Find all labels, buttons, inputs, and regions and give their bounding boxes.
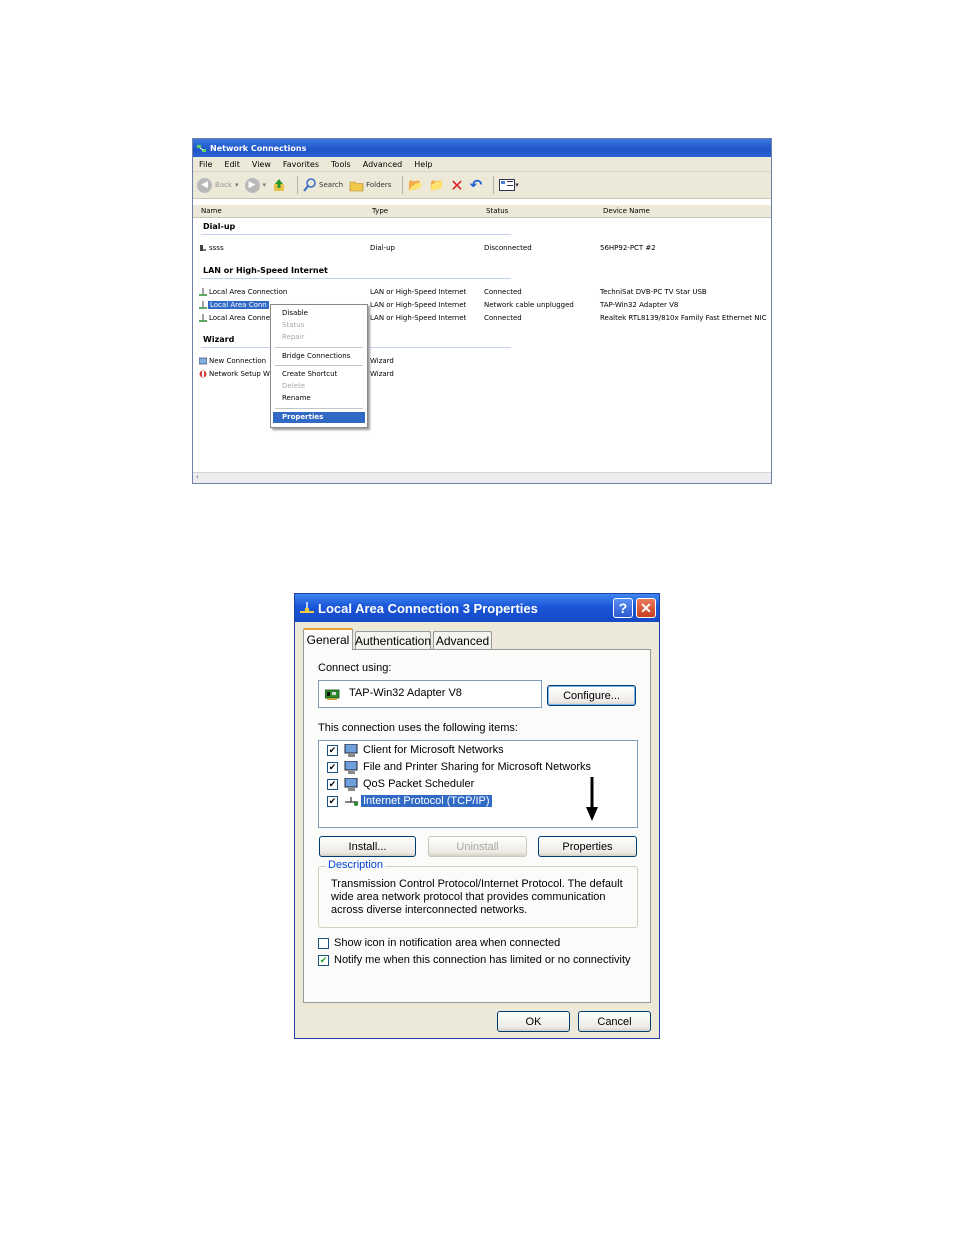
row-status: Disconnected: [484, 244, 532, 252]
row-name: Local Area Conn: [210, 301, 267, 309]
context-menu: [270, 304, 368, 428]
adapter-field: [318, 680, 542, 708]
network-setup-icon: [199, 370, 207, 378]
network-connections-icon: [197, 144, 206, 153]
computer-icon: [344, 744, 359, 758]
row-name: Local Area Conne: [209, 314, 271, 322]
network-connections-window: [192, 138, 772, 484]
lan-row[interactable]: [193, 287, 771, 298]
uninstall-button: Uninstall: [428, 836, 527, 857]
group-wizard: Wizard: [203, 335, 235, 344]
tab-authentication[interactable]: Authentication: [355, 631, 431, 649]
menu-item-delete: Delete: [282, 382, 305, 390]
item-label: File and Printer Sharing for Microsoft Networks: [363, 761, 592, 773]
computer-icon: [344, 761, 359, 775]
properties-dialog: [294, 593, 660, 1039]
down-arrow-icon: [586, 777, 598, 821]
item-label: Client for Microsoft Networks: [363, 744, 504, 756]
back-button[interactable]: [197, 178, 239, 193]
menu-advanced[interactable]: Advanced: [362, 159, 403, 169]
forward-button[interactable]: [245, 178, 267, 193]
network-connection-icon: [300, 602, 314, 614]
notify-checkbox[interactable]: [318, 955, 329, 966]
delete-x-icon: ✕: [450, 175, 464, 195]
close-icon: ✕: [640, 599, 652, 616]
row-type: Wizard: [370, 357, 394, 365]
menu-item-disable[interactable]: Disable: [282, 309, 308, 317]
row-device: TechniSat DVB-PC TV Star USB: [600, 288, 707, 296]
show-icon-label: Show icon in notification area when connected: [334, 937, 561, 949]
network-protocol-icon: [344, 795, 359, 809]
help-icon: ?: [618, 600, 628, 616]
description-legend: Description: [328, 859, 384, 871]
toolbar-separator: [402, 176, 403, 194]
row-name: Network Setup W: [209, 370, 270, 378]
menu-item-create-shortcut[interactable]: Create Shortcut: [282, 370, 338, 378]
window-title: Network Connections: [210, 143, 307, 153]
column-status[interactable]: Status: [486, 207, 509, 215]
menu-separator: [275, 365, 363, 366]
menu-item-status: Status: [282, 321, 305, 329]
network-adapter-icon: [325, 688, 341, 700]
search-icon: [303, 178, 317, 192]
item-checkbox[interactable]: [327, 779, 338, 790]
views-icon: [499, 179, 515, 191]
menu-separator: [275, 347, 363, 348]
back-label: Back: [215, 181, 232, 189]
properties-button[interactable]: Properties: [538, 836, 637, 857]
install-button[interactable]: Install...: [319, 836, 416, 857]
configure-button[interactable]: Configure...: [547, 685, 636, 706]
notify-label: Notify me when this connection has limited or no connectivity: [334, 954, 631, 966]
item-checkbox[interactable]: [327, 762, 338, 773]
row-name: New Connection: [209, 357, 267, 365]
description-group: [318, 859, 638, 928]
row-device: 56HP92-PCT #2: [600, 244, 656, 252]
row-name: ssss: [209, 244, 224, 252]
dialup-row[interactable]: [193, 243, 771, 254]
general-tab-panel: [303, 649, 651, 1003]
search-label: Search: [319, 181, 344, 189]
menu-help[interactable]: Help: [414, 159, 433, 169]
components-list[interactable]: [318, 740, 638, 828]
new-connection-icon: [199, 357, 207, 365]
row-device: TAP-Win32 Adapter V8: [600, 301, 679, 309]
up-folder-button[interactable]: [272, 178, 286, 192]
row-device: Realtek RTL8139/810x Family Fast Ethernet NIC: [600, 314, 767, 322]
copy-to-button[interactable]: [429, 178, 444, 192]
close-button[interactable]: [636, 598, 656, 618]
computer-icon: [344, 778, 359, 792]
group-lan: LAN or High-Speed Internet: [203, 266, 328, 275]
horizontal-scrollbar[interactable]: [193, 472, 771, 483]
menu-separator: [275, 408, 363, 409]
row-type: LAN or High-Speed Internet: [370, 314, 467, 322]
menu-edit[interactable]: Edit: [224, 159, 240, 169]
lan-connection-icon: [199, 301, 207, 309]
ok-button[interactable]: OK: [497, 1011, 570, 1032]
menu-tools[interactable]: Tools: [331, 159, 351, 169]
menu-item-repair: Repair: [282, 333, 305, 341]
connect-using-label: Connect using:: [318, 662, 392, 674]
menu-bar: [193, 157, 771, 172]
lan-connection-icon: [199, 288, 207, 296]
undo-icon: ↶: [469, 176, 483, 194]
folders-button[interactable]: [349, 179, 391, 192]
row-type: Wizard: [370, 370, 394, 378]
description-text: Transmission Control Protocol/Internet Protocol. The default wide area network protocol that provides communication across diverse interconnected networks.: [331, 878, 623, 916]
phone-icon: [199, 244, 207, 252]
up-arrow-icon: [272, 178, 286, 192]
move-to-icon: 📂: [408, 178, 424, 192]
toolbar-separator: [297, 176, 298, 194]
dialog-title: Local Area Connection 3 Properties: [318, 601, 538, 616]
row-name: Local Area Connection: [209, 288, 288, 296]
group-divider: [201, 278, 511, 279]
item-checkbox[interactable]: [327, 796, 338, 807]
undo-button[interactable]: [470, 176, 483, 194]
menu-item-properties[interactable]: [273, 412, 365, 423]
move-to-button[interactable]: [408, 178, 423, 192]
scroll-left-icon[interactable]: ‹: [196, 473, 199, 481]
item-label: Internet Protocol (TCP/IP): [363, 795, 490, 807]
back-arrow-icon: ◀: [197, 178, 212, 193]
menu-item-properties-label: Properties: [282, 413, 324, 421]
folders-icon: [349, 179, 364, 192]
column-type[interactable]: Type: [372, 207, 389, 215]
chevron-down-icon: ▾: [515, 181, 519, 189]
tab-general[interactable]: General: [303, 628, 353, 650]
delete-button[interactable]: [450, 176, 463, 195]
show-icon-checkbox[interactable]: [318, 938, 329, 949]
item-label: QoS Packet Scheduler: [363, 778, 475, 790]
views-button[interactable]: [499, 179, 519, 191]
toolbar: [193, 172, 771, 199]
forward-arrow-icon: ▶: [245, 178, 260, 193]
item-checkbox[interactable]: [327, 745, 338, 756]
chevron-down-icon: ▾: [235, 181, 239, 189]
copy-to-icon: 📁: [429, 178, 445, 192]
menu-file[interactable]: File: [199, 159, 213, 169]
row-status: Connected: [484, 288, 522, 296]
tab-advanced[interactable]: Advanced: [433, 631, 492, 649]
group-dialup: Dial-up: [203, 222, 236, 231]
help-button[interactable]: [613, 598, 633, 618]
menu-view[interactable]: View: [251, 159, 271, 169]
dialog-title-bar[interactable]: [295, 594, 659, 622]
toolbar-separator: [493, 176, 494, 194]
title-bar[interactable]: [193, 139, 771, 157]
row-status: Network cable unplugged: [484, 301, 574, 309]
group-divider: [201, 234, 511, 235]
column-header: [193, 205, 771, 218]
row-status: Connected: [484, 314, 522, 322]
chevron-down-icon: ▾: [262, 181, 267, 189]
adapter-name: TAP-Win32 Adapter V8: [349, 687, 462, 699]
menu-favorites[interactable]: Favorites: [282, 159, 320, 169]
row-type: LAN or High-Speed Internet: [370, 301, 467, 309]
row-type: Dial-up: [370, 244, 395, 252]
cancel-button[interactable]: Cancel: [578, 1011, 651, 1032]
column-device-name[interactable]: Device Name: [603, 207, 650, 215]
lan-connection-icon: [199, 314, 207, 322]
search-button[interactable]: [303, 178, 343, 192]
column-name[interactable]: Name: [201, 207, 222, 215]
menu-item-rename[interactable]: Rename: [282, 394, 311, 402]
folders-label: Folders: [366, 181, 392, 189]
items-label: This connection uses the following items:: [318, 722, 518, 734]
row-type: LAN or High-Speed Internet: [370, 288, 467, 296]
menu-item-bridge-connections[interactable]: Bridge Connections: [282, 352, 351, 360]
